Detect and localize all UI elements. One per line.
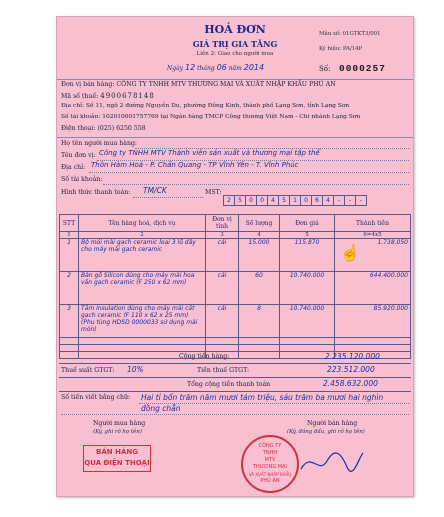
buyer-person-label: Họ tên người mua hàng: bbox=[61, 140, 138, 147]
invoice-date: Ngày 12 tháng 06 năm 2014 bbox=[167, 63, 265, 72]
mst-digit: 0 bbox=[300, 195, 312, 206]
item-stt: 2 bbox=[60, 272, 79, 305]
buyer-address-label: Địa chỉ: bbox=[61, 164, 86, 171]
total-value: 2.458.632.000 bbox=[323, 379, 378, 388]
item-qty: 8 bbox=[239, 305, 280, 338]
item-price: 10.740.000 bbox=[280, 305, 335, 338]
serial-label: Số: bbox=[319, 65, 331, 73]
mst-digit: 0 bbox=[256, 195, 268, 206]
buyer-address-value: Thôn Hàm Hoá - P. Chấn Quang - TP Vĩnh Yên - T. Vĩnh Phúc bbox=[91, 161, 299, 169]
copy-note: Liên 2: Giao cho người mua bbox=[196, 51, 274, 57]
vat-rate-label: Thuế suất GTGT: bbox=[61, 367, 115, 374]
total-in-words: Hai tỉ bốn trăm năm mươi tám triệu, sáu trăm ba mươi hai nghìn đồng chẵn bbox=[141, 393, 384, 413]
vat-amount-value: 223.512.000 bbox=[327, 365, 375, 374]
item-name: Bộ mỏi mài gạch ceramic loại 3 lỗ dây cho máy mài gạch ceramic bbox=[79, 239, 206, 272]
mst-digit: 2 bbox=[223, 195, 235, 206]
seller-name-row: Đơn vị bán hàng: CÔNG TY TNHH MTV THƯƠNG MẠI VÀ XUẤT NHẬP KHẨU PHÚ AN bbox=[61, 81, 336, 88]
item-unit: cái bbox=[206, 305, 239, 338]
vat-amount-label: Tiền thuế GTGT: bbox=[197, 367, 250, 374]
col-header-qty: Số lượng bbox=[239, 215, 280, 232]
payment-label: Hình thức thanh toán: bbox=[61, 189, 131, 196]
mst-digit: 4 bbox=[267, 195, 279, 206]
item-name: Tấm insulation dùng cho máy mài cắt gạch ceramic (F 110 x 62 x 25 mm) (Phụ tùng HDSD 0000033 sử dụng mài mòn) bbox=[79, 305, 206, 338]
invoice-title: HOÁ ĐƠN bbox=[204, 23, 266, 36]
table-colnum-row: 1 2 3 4 5 6=4x5 bbox=[60, 232, 411, 239]
table-row bbox=[60, 272, 411, 305]
seller-address-row: Địa chỉ: Số 11, ngõ 2 đường Nguyễn Du, phường Đông Kinh, thành phố Lạng Sơn, tỉnh Lạng Sơn bbox=[61, 103, 350, 109]
item-unit: cái bbox=[206, 272, 239, 305]
table-header-row bbox=[60, 215, 411, 232]
item-stt: 1 bbox=[60, 239, 79, 272]
mst-digit: 5 bbox=[278, 195, 290, 206]
col-header-stt: STT bbox=[60, 215, 79, 232]
invoice-symbol: Ký hiệu: PA/14P bbox=[319, 46, 363, 52]
words-label: Số tiền viết bằng chữ: bbox=[61, 394, 131, 401]
col-header-unit: Đơn vị tính bbox=[206, 215, 239, 232]
seller-account-row: Số tài khoản: 102010001757769 tại Ngân hàng TMCP Công thương Việt Nam - Chi nhánh Lạng Sơn bbox=[61, 114, 361, 120]
item-amount: 1.738.050 bbox=[335, 239, 411, 272]
sales-by-phone-stamp: BÁN HÀNG QUA ĐIỆN THOẠI bbox=[83, 445, 151, 472]
mst-digit: 5 bbox=[234, 195, 246, 206]
item-stt: 3 bbox=[60, 305, 79, 338]
buyer-sign-title: Người mua hàng bbox=[93, 420, 146, 427]
company-seal: CÔNG TY TNHH MTV THƯƠNG MẠI VÀ XUẤT NHẬP KHẨU PHÚ AN bbox=[241, 435, 299, 493]
item-price: 115.870 bbox=[280, 239, 335, 272]
mst-label: MST: bbox=[205, 189, 222, 196]
mst-digit: - bbox=[344, 195, 356, 206]
seller-tax-row: Mã số thuế: 4900678148 bbox=[61, 92, 155, 100]
table-row bbox=[60, 305, 411, 338]
subtotal-label: Cộng tiền hàng: bbox=[179, 353, 230, 360]
col-header-price: Đơn giá bbox=[280, 215, 335, 232]
total-label: Tổng cộng tiền thanh toán bbox=[187, 381, 271, 388]
invoice-subtitle: GIÁ TRỊ GIA TĂNG bbox=[192, 39, 278, 49]
mst-digit: 1 bbox=[289, 195, 301, 206]
item-qty: 15.000 bbox=[239, 239, 280, 272]
blank-row bbox=[60, 345, 411, 352]
vat-rate-value: 10% bbox=[127, 365, 144, 374]
serial-number: 0000257 bbox=[339, 63, 386, 74]
item-amount: 85.920.000 bbox=[335, 305, 411, 338]
mst-digit: 6 bbox=[311, 195, 323, 206]
form-number: Mẫu số: 01GTKT3/001 bbox=[319, 31, 381, 37]
seller-phone-row: Điện thoại: (025) 6250 558 bbox=[61, 125, 146, 132]
mst-digit: 4 bbox=[322, 195, 334, 206]
buyer-mst-boxes bbox=[223, 187, 366, 206]
item-price: 10.740.000 bbox=[280, 272, 335, 305]
seller-sign-title: Người bán hàng bbox=[307, 420, 358, 427]
seller-signature bbox=[297, 447, 367, 477]
blank-row bbox=[60, 338, 411, 345]
subtotal-value: 2.235.120.000 bbox=[325, 352, 380, 361]
seller-sign-note: (Ký, đóng dấu, ghi rõ họ tên) bbox=[287, 429, 365, 435]
items-table bbox=[59, 214, 411, 359]
buyer-unit-value: Công ty TNHH MTV Thành viên sản xuất và thương mại tập thể bbox=[99, 149, 320, 157]
item-qty: 60 bbox=[239, 272, 280, 305]
item-name: Bàn gỗ Silicon dùng cho máy mài hoa văn gạch ceramic (F 250 x 62 mm) bbox=[79, 272, 206, 305]
mst-digit: - bbox=[333, 195, 345, 206]
item-unit: cái bbox=[206, 239, 239, 272]
mst-digit: - bbox=[355, 195, 367, 206]
hand-cursor-icon: ☝ bbox=[340, 243, 360, 262]
col-header-name: Tên hàng hoá, dịch vụ bbox=[79, 215, 206, 232]
item-amount: 644.400.000 bbox=[335, 272, 411, 305]
col-header-amount: Thành tiền bbox=[335, 215, 411, 232]
buyer-sign-note: (Ký, ghi rõ họ tên) bbox=[93, 429, 142, 435]
payment-value: TM/CK bbox=[143, 186, 167, 195]
invoice-sheet bbox=[56, 16, 414, 497]
mst-digit: 0 bbox=[245, 195, 257, 206]
buyer-unit-label: Tên đơn vị: bbox=[61, 152, 96, 159]
buyer-account-label: Số tài khoản: bbox=[61, 176, 103, 183]
